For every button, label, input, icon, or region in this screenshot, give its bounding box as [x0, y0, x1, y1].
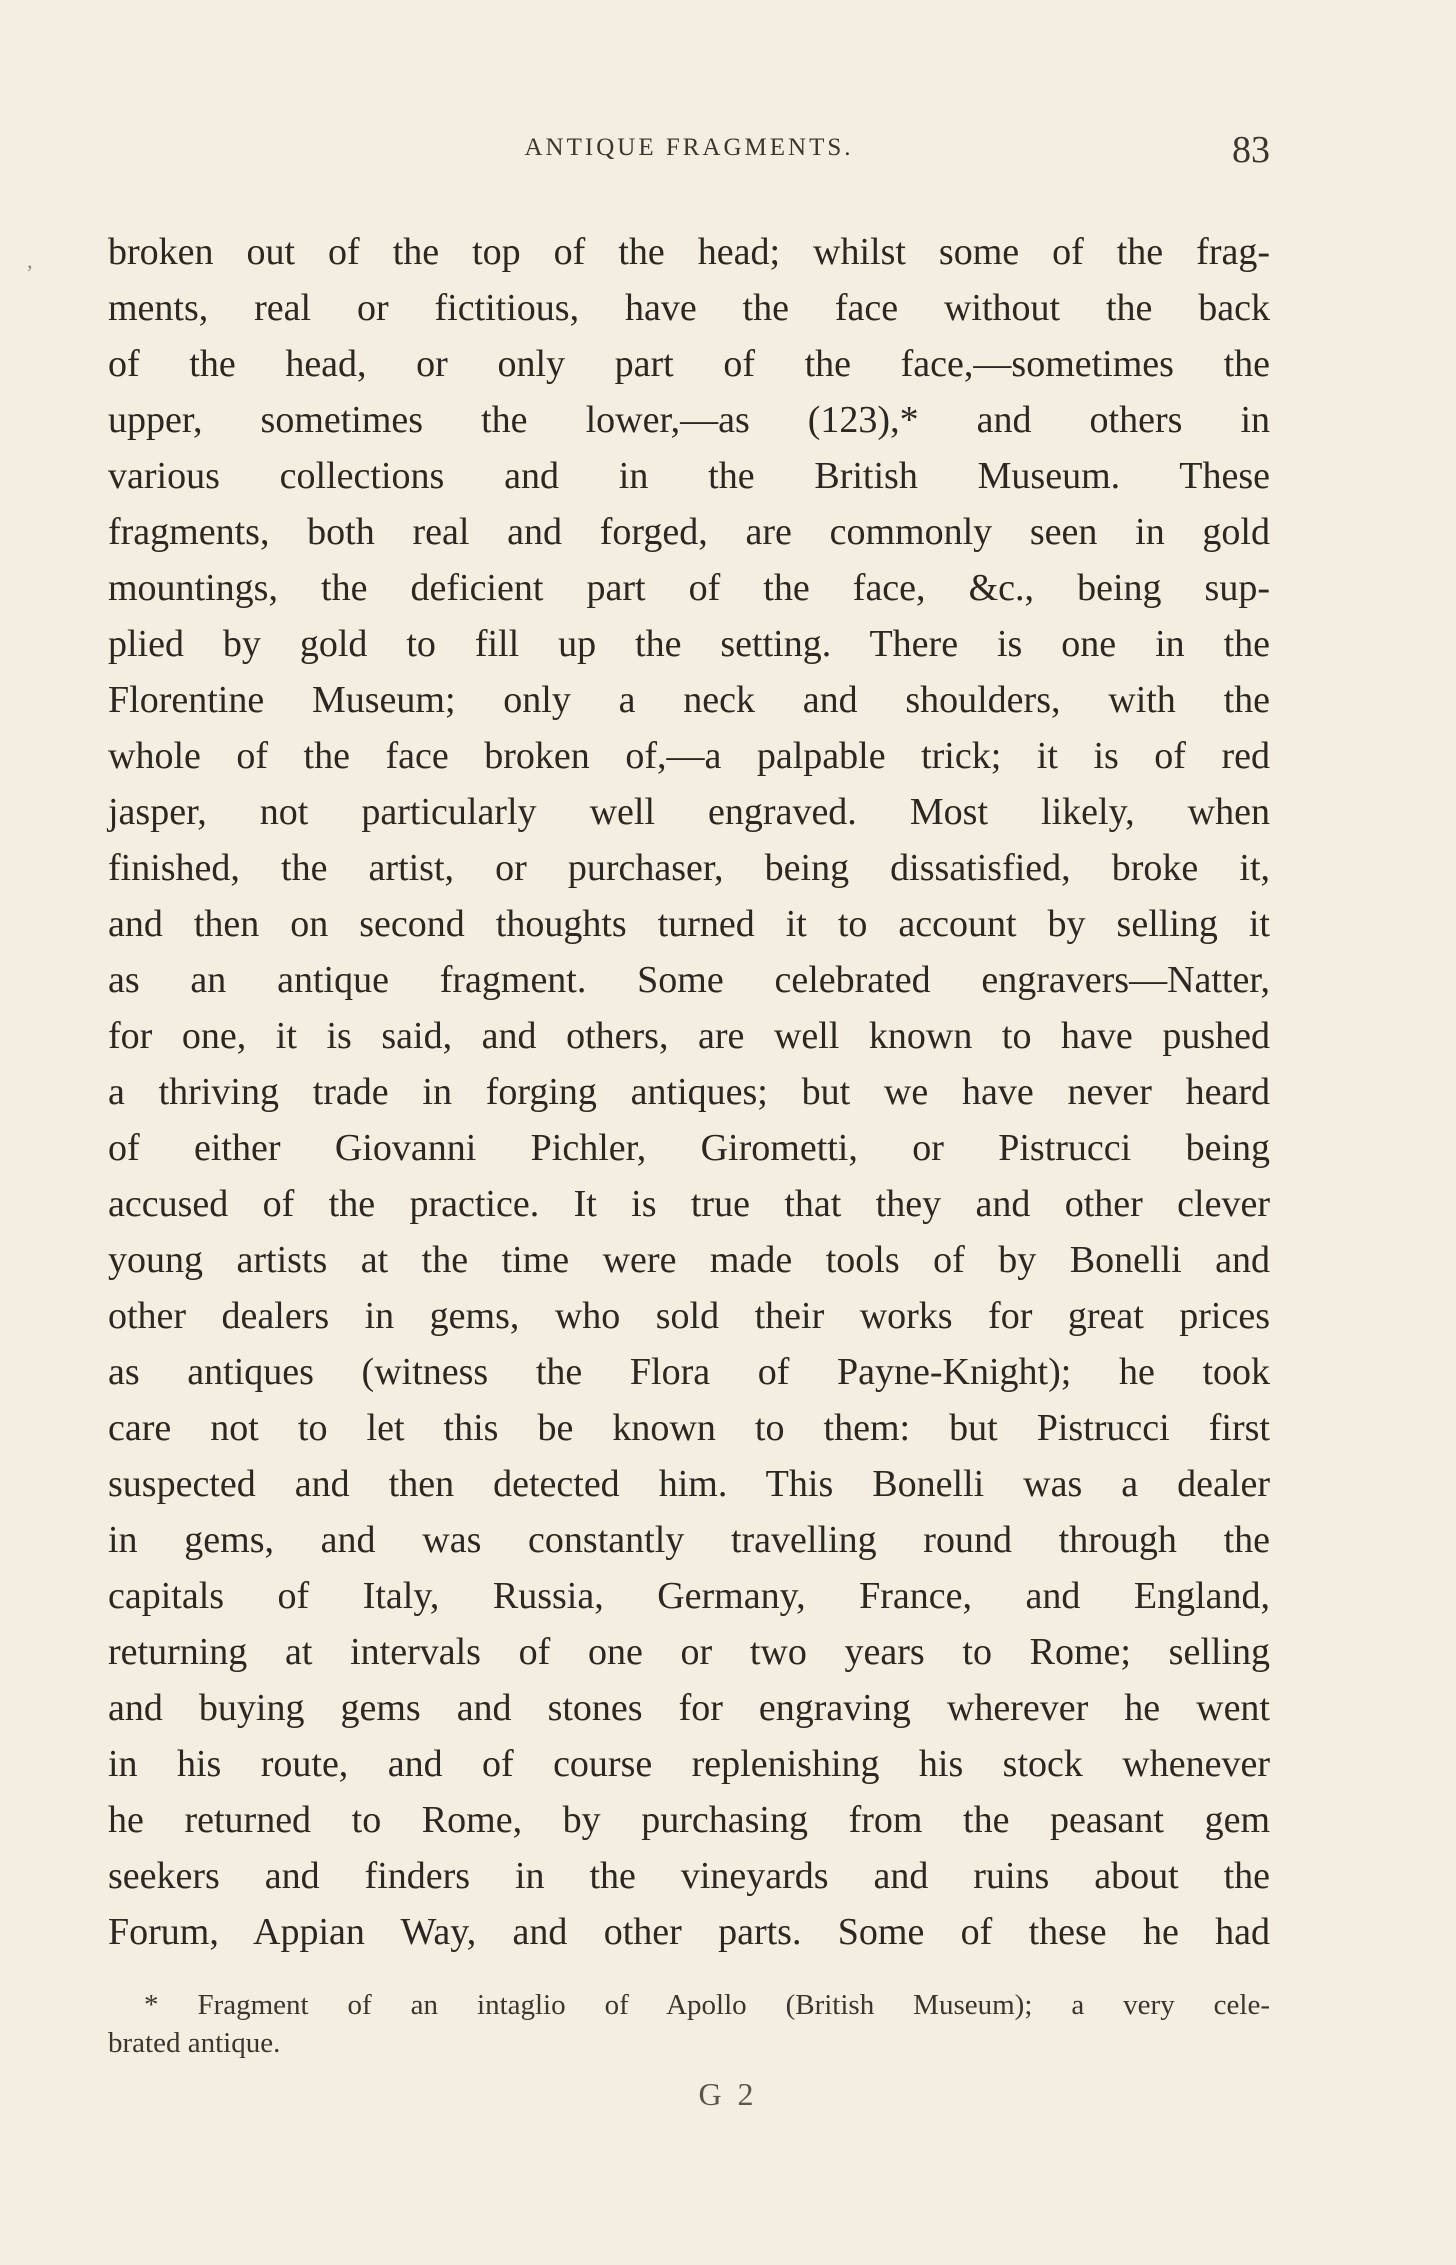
text-line: a thriving trade in forging antiques; but we have never heard: [108, 1071, 1270, 1113]
text-line: other dealers in gems, who sold their works for great prices: [108, 1295, 1270, 1337]
text-line: finished, the artist, or purchaser, being dissatisfied, broke it,: [108, 847, 1270, 889]
text-line: mountings, the deficient part of the face, &c., being sup-: [108, 567, 1270, 609]
footnote: [108, 1986, 1270, 2062]
text-line: he returned to Rome, by purchasing from the peasant gem: [108, 1799, 1270, 1841]
footnote-line: brated antique.: [108, 2027, 281, 2059]
text-line: whole of the face broken of,—a palpable trick; it is of red: [108, 735, 1270, 777]
text-line: of the head, or only part of the face,—sometimes the: [108, 343, 1270, 385]
text-line: various collections and in the British Museum. These: [108, 455, 1270, 497]
signature-mark: G 2: [698, 2076, 758, 2112]
text-line: suspected and then detected him. This Bonelli was a dealer: [108, 1463, 1270, 1505]
text-line: plied by gold to fill up the setting. There is one in the: [108, 623, 1270, 665]
text-line: ments, real or fictitious, have the face without the back: [108, 287, 1270, 329]
text-line: as antiques (witness the Flora of Payne-Knight); he took: [108, 1351, 1270, 1393]
footnote-line: * Fragment of an intaglio of Apollo (British Museum); a very cele-: [144, 1989, 1270, 2021]
text-line: care not to let this be known to them: but Pistrucci first: [108, 1407, 1270, 1449]
text-line: for one, it is said, and others, are well known to have pushed: [108, 1015, 1270, 1057]
page-number: 83: [1232, 129, 1270, 171]
text-line: Forum, Appian Way, and other parts. Some of these he had: [108, 1911, 1270, 1953]
body-text: [108, 224, 1270, 1960]
text-line: fragments, both real and forged, are commonly seen in gold: [108, 511, 1270, 553]
text-line: as an antique fragment. Some celebrated engravers—Natter,: [108, 959, 1270, 1001]
text-line: returning at intervals of one or two years to Rome; selling: [108, 1631, 1270, 1673]
text-line: young artists at the time were made tools of by Bonelli and: [108, 1239, 1270, 1281]
text-line: in gems, and was constantly travelling round through the: [108, 1519, 1270, 1561]
text-line: of either Giovanni Pichler, Girometti, or Pistrucci being: [108, 1127, 1270, 1169]
text-line: in his route, and of course replenishing his stock whenever: [108, 1743, 1270, 1785]
text-line: accused of the practice. It is true that they and other clever: [108, 1183, 1270, 1225]
text-line: upper, sometimes the lower,—as (123),* and others in: [108, 399, 1270, 441]
margin-mark: ‚: [26, 248, 34, 273]
running-head: [108, 128, 1270, 178]
text-line: jasper, not particularly well engraved. Most likely, when: [108, 791, 1270, 833]
running-title: ANTIQUE FRAGMENTS.: [524, 134, 854, 161]
text-line: capitals of Italy, Russia, Germany, France, and England,: [108, 1575, 1270, 1617]
text-line: Florentine Museum; only a neck and shoulders, with the: [108, 679, 1270, 721]
text-line: and then on second thoughts turned it to account by selling it: [108, 903, 1270, 945]
text-line: broken out of the top of the head; whilst some of the frag-: [108, 231, 1270, 273]
text-line: and buying gems and stones for engraving wherever he went: [108, 1687, 1270, 1729]
text-line: seekers and finders in the vineyards and ruins about the: [108, 1855, 1270, 1897]
